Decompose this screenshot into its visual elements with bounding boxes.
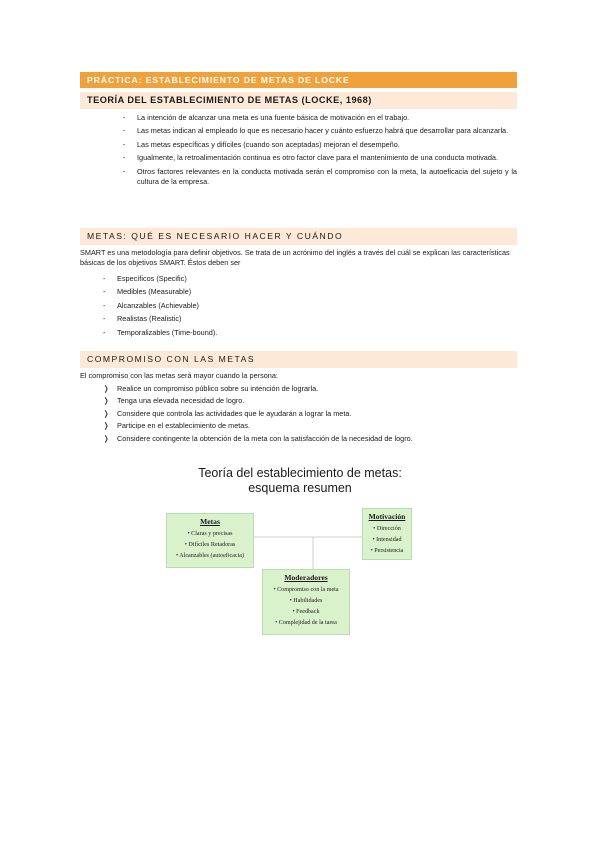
smart-section-title: METAS: QUÉ ES NECESARIO HACER Y CUÁNDO — [80, 228, 517, 245]
metas-box — [166, 513, 254, 568]
metas-box-title: Metas — [200, 517, 220, 526]
metas-item: • Claras y precisas — [187, 531, 233, 537]
motivacion-item: • Persistencia — [370, 548, 404, 554]
metas-item: • Alcanzables (autoeficacia) — [175, 553, 245, 559]
practice-title: PRÁCTICA: ESTABLECIMIENTO DE METAS DE LOCKE — [80, 72, 517, 88]
list-item: - Las metas específicas y difíciles (cuando son aceptadas) mejoran el desempeño. — [123, 139, 400, 149]
moderadores-item: • Complejidad de la tarea — [275, 620, 337, 626]
list-item: ❭ Realice un compromiso público sobre su intención de lograrla. — [103, 384, 319, 393]
motivacion-box — [362, 508, 412, 560]
commitment-intro: El compromiso con las metas será mayor cuando la persona: — [80, 371, 278, 380]
list-item: - Igualmente, la retroalimentación continua es otro factor clave para el mantenimiento de una conducta motivada. — [123, 153, 499, 163]
list-item: - Temporalizables (Time-bound). — [103, 327, 218, 337]
list-item: ❭ Considere que controla las actividades que le ayudarán a lograr la meta. — [103, 408, 352, 418]
motivacion-item: • Dirección — [373, 526, 401, 532]
moderadores-box-title: Moderadores — [284, 573, 328, 582]
list-item: ❭ Considere contingente la obtención de la meta con la satisfacción de la necesidad de logro. — [103, 433, 413, 443]
moderadores-item: • Feedback — [292, 609, 320, 615]
smart-intro: SMART es una metodología para definir objetivos. Se trata de un acrónimo del inglés a través del cuál se explican las características básicas de los objetivos SMART. Éstos deben ser — [80, 248, 510, 268]
motivacion-box-title: Motivación — [368, 512, 406, 521]
list-item: - La intención de alcanzar una meta es una fuente básica de motivación en el trabajo. — [123, 113, 410, 122]
list-item: - Específicos (Specific) — [103, 274, 187, 283]
metas-item: • Difíciles Retadoras — [184, 542, 236, 548]
moderadores-item: • Compromiso con la meta — [273, 587, 339, 593]
list-item: - Alcanzables (Achievable) — [103, 300, 199, 310]
list-item: - Las metas indican al empleado lo que es necesario hacer y cuánto esfuerzo habrá que desarrollar para alcanzarla. — [123, 126, 509, 136]
list-item: - Medibles (Measurable) — [103, 287, 192, 297]
list-item: ❭ Participe en el establecimiento de metas. — [103, 421, 251, 431]
list-item: - Realistas (Realistic) — [103, 314, 182, 324]
commitment-section-title: COMPROMISO CON LAS METAS — [80, 351, 517, 368]
list-item: ❭ Tenga una elevada necesidad de logro. — [103, 396, 245, 406]
diagram-title: Teoría del establecimiento de metas: esquema resumen — [198, 466, 402, 495]
theory-title: TEORÍA DEL ESTABLECIMIENTO DE METAS (LOCKE, 1968) — [80, 92, 517, 109]
list-item: - Otros factores relevantes en la conducta motivada serán el compromiso con la meta, la autoeficacia del sujeto y la cultura de la empresa. — [123, 166, 517, 187]
motivacion-item: • Intensidad — [372, 537, 402, 543]
moderadores-box — [262, 569, 350, 635]
moderadores-item: • Habilidades — [289, 598, 323, 604]
